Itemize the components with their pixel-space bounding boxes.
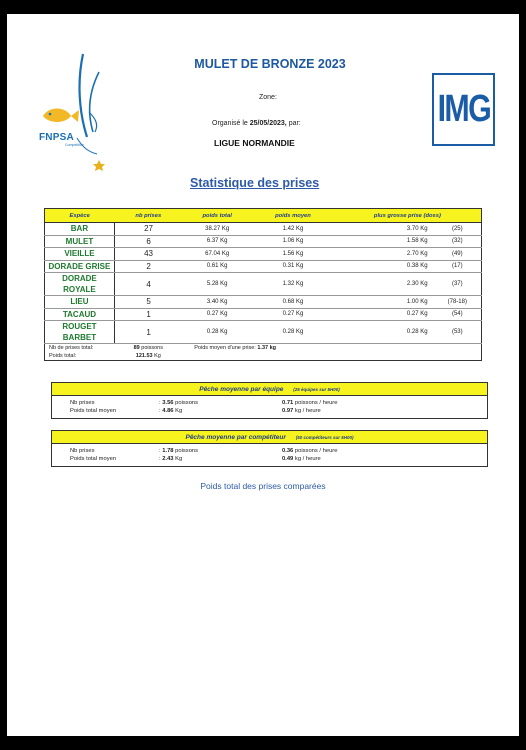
biggest-catch-cell: 2.70 Kg <box>334 248 434 261</box>
average-weight-cell: 0.27 Kg <box>252 308 334 321</box>
total-weight-cell: 0.61 Kg <box>182 260 252 273</box>
species-cell: DORADE ROYALE <box>45 273 115 296</box>
table-row <box>45 321 482 344</box>
total-weight-cell: 0.28 Kg <box>182 321 252 344</box>
total-count-unit: poissons <box>141 345 163 351</box>
average-weight-cell: 1.56 Kg <box>252 248 334 261</box>
dossard-cell: (25) <box>434 223 482 236</box>
table-footer-row <box>45 344 482 353</box>
zone-label: Zone: <box>259 94 277 101</box>
species-cell: BAR <box>45 223 115 236</box>
team-catches-rate: 0.71 poissons / heure <box>282 400 338 406</box>
competitor-box-note: (50 compétiteurs sur 5H00) <box>295 435 354 440</box>
team-weight-value: : 4.86 Kg <box>159 408 183 414</box>
img-logo <box>432 73 495 146</box>
average-catch-cell <box>182 344 481 353</box>
total-weight-cell: 5.28 Kg <box>182 273 252 296</box>
table-row <box>45 296 482 309</box>
document-title: MULET DE BRONZE 2023 <box>194 57 346 71</box>
team-box-title: Pêche moyenne par équipe <box>199 386 284 393</box>
comparison-title: Poids total des prises comparées <box>200 481 326 491</box>
dossard-cell: (17) <box>434 260 482 273</box>
competitor-weight-rate: 0.49 kg / heure <box>282 456 321 462</box>
total-count-cell <box>114 344 182 353</box>
count-cell: 1 <box>114 308 182 321</box>
organised-line <box>212 120 301 127</box>
count-cell: 43 <box>114 248 182 261</box>
competitor-row-weight <box>52 455 487 463</box>
average-weight-cell: 1.06 Kg <box>252 235 334 248</box>
organised-prefix: Organisé le <box>212 120 248 127</box>
table-footer-row <box>45 352 482 361</box>
fnpsa-logo-subtext: Compétition <box>65 143 84 147</box>
competitor-box-header <box>52 431 487 444</box>
average-weight-cell: 1.42 Kg <box>252 223 334 236</box>
average-weight-cell: 0.68 Kg <box>252 296 334 309</box>
total-count-label: Nb de prises total: <box>49 345 94 351</box>
header-average-weight: poids moyen <box>252 209 334 223</box>
average-weight-cell: 0.31 Kg <box>252 260 334 273</box>
total-weight-cell: 0.27 Kg <box>182 308 252 321</box>
competitor-box-title: Pêche moyenne par compétiteur <box>185 434 286 441</box>
species-cell: DORADE GRISE <box>45 260 115 273</box>
total-weight-cell: 67.04 Kg <box>182 248 252 261</box>
count-cell: 4 <box>114 273 182 296</box>
total-weight-cell: 3.40 Kg <box>182 296 252 309</box>
dossard-cell: (32) <box>434 235 482 248</box>
team-box-header <box>52 383 487 396</box>
team-average-box <box>51 382 488 419</box>
catch-statistics-table <box>44 208 482 361</box>
species-cell: ROUGET BARBET <box>45 321 115 344</box>
total-weight-label: Poids total: <box>49 353 77 359</box>
header-count: nb prises <box>114 209 182 223</box>
competitor-average-box <box>51 430 488 467</box>
team-weight-label: Poids total moyen <box>70 408 117 414</box>
average-catch-value: 1.37 kg <box>257 345 277 351</box>
competitor-catches-rate: 0.36 poissons / heure <box>282 448 338 454</box>
total-weight-unit: Kg <box>154 353 161 359</box>
team-catches-label: Nb prises <box>70 400 95 406</box>
fnpsa-logo-text: FNPSA <box>39 132 74 143</box>
team-weight-rate: 0.97 kg / heure <box>282 408 321 414</box>
biggest-catch-cell: 0.27 Kg <box>334 308 434 321</box>
document-page <box>7 14 519 736</box>
table-row <box>45 248 482 261</box>
species-cell: VIEILLE <box>45 248 115 261</box>
table-row <box>45 235 482 248</box>
dossard-cell: (49) <box>434 248 482 261</box>
header-species: Espèce <box>45 209 115 223</box>
count-cell: 27 <box>114 223 182 236</box>
organised-date: 25/05/2023, <box>249 120 287 127</box>
species-cell: MULET <box>45 235 115 248</box>
dossard-cell: (54) <box>434 308 482 321</box>
competitor-row-catches <box>52 447 487 455</box>
average-weight-cell: 1.32 Kg <box>252 273 334 296</box>
total-weight-cell: 6.37 Kg <box>182 235 252 248</box>
count-cell: 2 <box>114 260 182 273</box>
biggest-catch-cell: 3.70 Kg <box>334 223 434 236</box>
count-cell: 1 <box>114 321 182 344</box>
competitor-weight-label: Poids total moyen <box>70 456 117 462</box>
total-weight-cell: 38.27 Kg <box>182 223 252 236</box>
table-header-row <box>45 209 482 223</box>
biggest-catch-cell: 0.38 Kg <box>334 260 434 273</box>
league-name: LIGUE NORMANDIE <box>214 138 295 148</box>
competitor-catches-label: Nb prises <box>70 448 95 454</box>
biggest-catch-cell: 0.28 Kg <box>334 321 434 344</box>
species-cell: TACAUD <box>45 308 115 321</box>
dossard-cell: (37) <box>434 273 482 296</box>
total-weight-cell <box>114 352 182 361</box>
competitor-weight-value: : 2.43 Kg <box>159 456 183 462</box>
total-weight-value: 121.53 <box>135 353 153 359</box>
biggest-catch-cell: 2.30 Kg <box>334 273 434 296</box>
section-title: Statistique des prises <box>190 176 320 190</box>
biggest-catch-cell: 1.58 Kg <box>334 235 434 248</box>
competitor-catches-value: : 1.78 poissons <box>159 448 199 454</box>
header-biggest-catch: plus grosse prise (doss) <box>334 209 482 223</box>
table-row <box>45 273 482 296</box>
count-cell: 5 <box>114 296 182 309</box>
team-catches-value: : 3.56 poissons <box>159 400 199 406</box>
dossard-cell: (78-18) <box>434 296 482 309</box>
empty-cell <box>182 352 481 361</box>
species-cell: LIEU <box>45 296 115 309</box>
organised-suffix: par: <box>288 120 301 127</box>
header-total-weight: poids total <box>182 209 252 223</box>
dossard-cell: (53) <box>434 321 482 344</box>
average-catch-label: Poids moyen d'une prise: <box>194 345 256 351</box>
table-row <box>45 308 482 321</box>
average-weight-cell: 0.28 Kg <box>252 321 334 344</box>
table-row <box>45 223 482 236</box>
table-row <box>45 260 482 273</box>
team-row-catches <box>52 399 487 407</box>
biggest-catch-cell: 1.00 Kg <box>334 296 434 309</box>
count-cell: 6 <box>114 235 182 248</box>
total-count-value: 89 <box>133 345 140 351</box>
team-row-weight <box>52 407 487 415</box>
img-logo-text: IMG <box>437 88 490 130</box>
team-box-note: (25 équipes sur 5H00) <box>293 387 340 392</box>
